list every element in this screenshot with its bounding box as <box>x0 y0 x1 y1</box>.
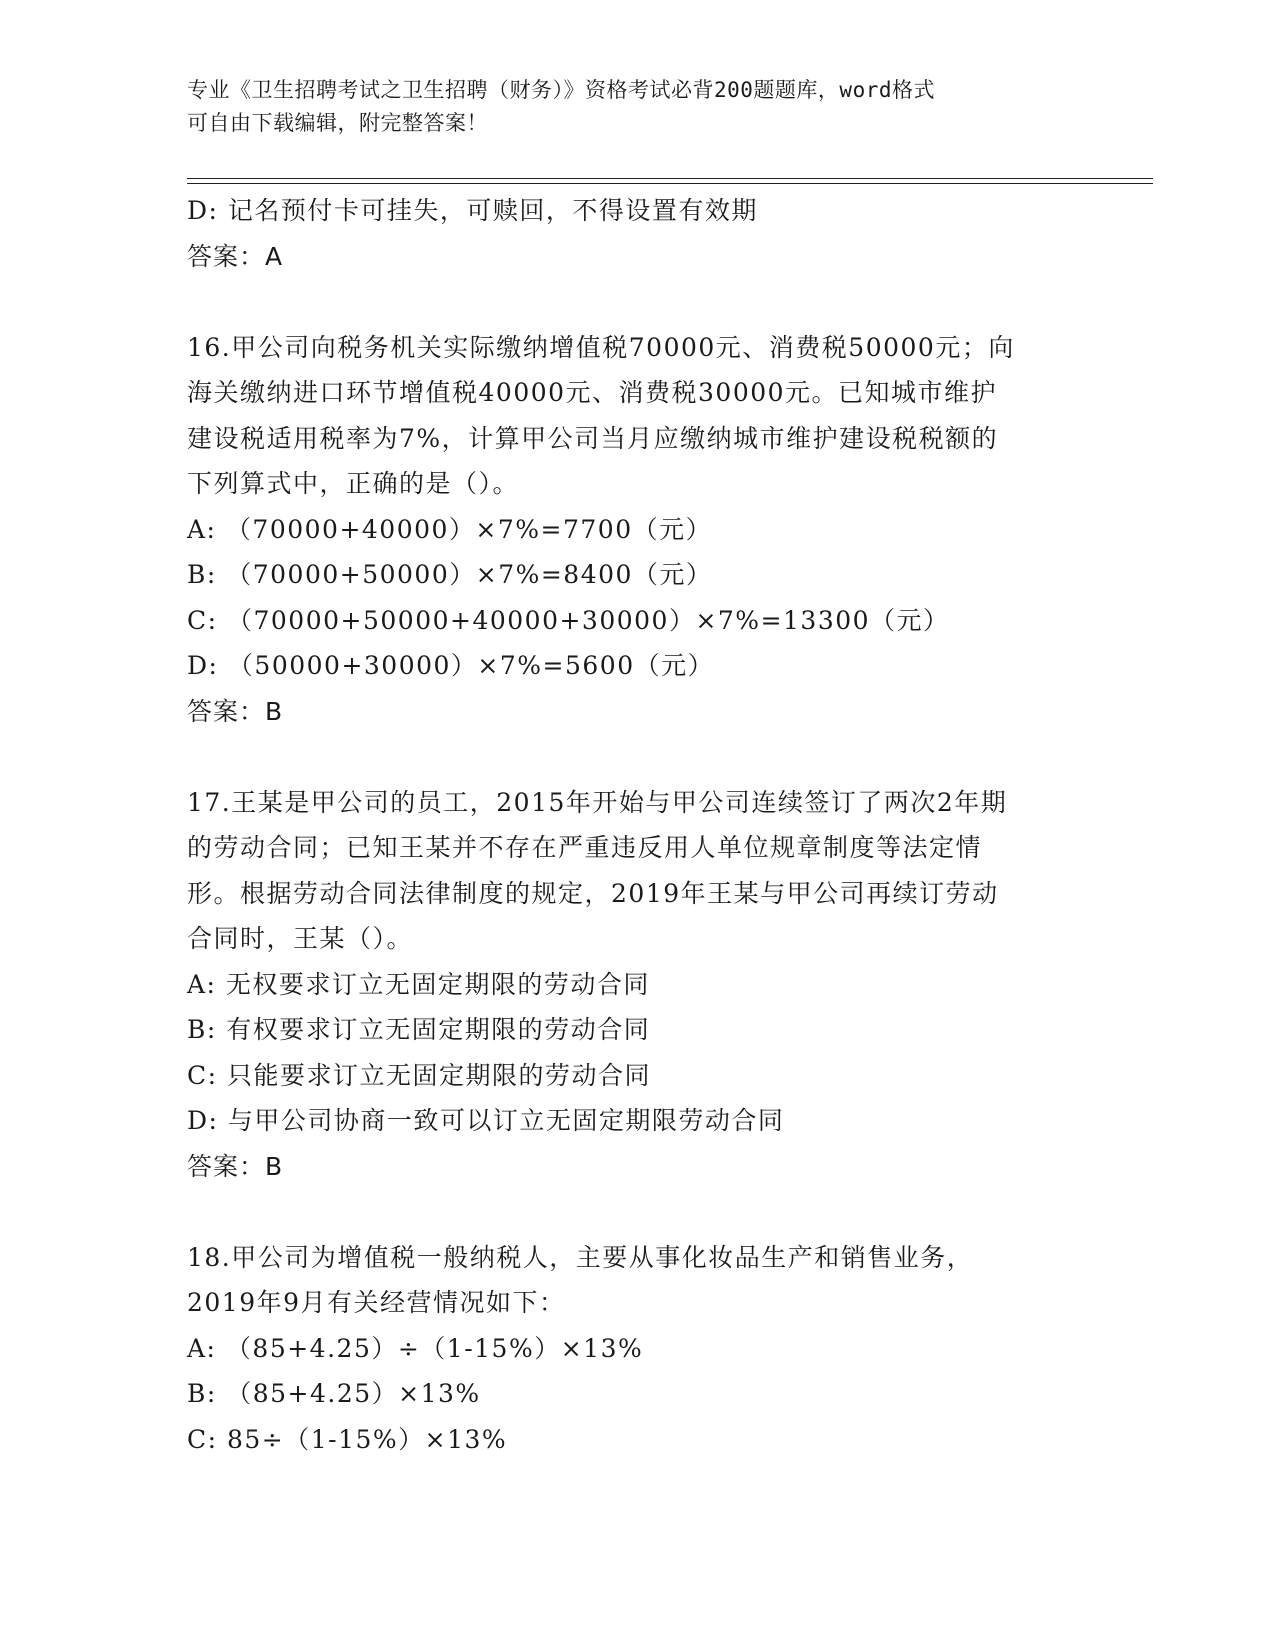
question-18 <box>187 1235 1107 1463</box>
answer-line: 答案：A <box>187 241 284 271</box>
question-stem-line: 18.甲公司为增值税一般纳税人，主要从事化妆品生产和销售业务， <box>187 1242 974 1272</box>
option-b: B: 有权要求订立无固定期限的劳动合同 <box>187 1015 651 1044</box>
question-stem-line: 2019年9月有关经营情况如下： <box>187 1288 566 1317</box>
option-a: A: （70000+40000）×7%=7700（元） <box>187 514 713 544</box>
option-d: D: 记名预付卡可挂失，可赎回，不得设置有效期 <box>187 196 758 225</box>
option-a: A: （85+4.25）÷（1-15%）×13% <box>187 1333 644 1363</box>
question-16 <box>187 325 1107 735</box>
question-stem-line: 的劳动合同；已知王某并不存在严重违反用人单位规章制度等法定情 <box>187 833 983 862</box>
question-content <box>187 188 1107 1462</box>
answer-line: 答案：B <box>187 1151 284 1181</box>
question-stem-line: 下列算式中，正确的是（）。 <box>187 469 520 498</box>
option-b: B: （85+4.25）×13% <box>187 1379 481 1408</box>
answer-line: 答案：B <box>187 696 284 726</box>
option-c: C: （70000+50000+40000+30000）×7%=13300（元） <box>187 605 950 635</box>
question-stem-line: 形。根据劳动合同法律制度的规定，2019年王某与甲公司再续订劳动 <box>187 878 999 908</box>
option-c: C: 只能要求订立无固定期限的劳动合同 <box>187 1060 651 1090</box>
question-stem-line: 建设税适用税率为7%，计算甲公司当月应缴纳城市维护建设税税额的 <box>187 423 999 453</box>
spacer <box>187 279 1107 325</box>
question-stem-line: 海关缴纳进口环节增值税40000元、消费税30000元。已知城市维护 <box>187 378 998 407</box>
option-d: D: （50000+30000）×7%=5600（元） <box>187 651 715 680</box>
question-stem-line: 17.王某是甲公司的员工，2015年开始与甲公司连续签订了两次2年期 <box>187 787 1008 817</box>
question-15 <box>187 188 1107 279</box>
spacer <box>187 734 1107 780</box>
question-stem-line: 合同时，王某（）。 <box>187 924 414 953</box>
question-stem-line: 16.甲公司向税务机关实际缴纳增值税70000元、消费税50000元；向 <box>187 332 1015 362</box>
option-d: D: 与甲公司协商一致可以订立无固定期限劳动合同 <box>187 1106 785 1135</box>
option-c: C: 85÷（1-15%）×13% <box>187 1424 508 1454</box>
option-a: A: 无权要求订立无固定期限的劳动合同 <box>187 969 650 999</box>
header-title-line: 专业《卫生招聘考试之卫生招聘（财务）》资格考试必背200题题库，word格式 <box>187 78 935 102</box>
header-divider-top <box>187 178 1153 179</box>
question-17 <box>187 780 1107 1190</box>
header-divider-bottom <box>187 183 1153 184</box>
header-subtitle-line: 可自由下载编辑，附完整答案！ <box>187 111 488 135</box>
document-header <box>187 74 1087 140</box>
spacer <box>187 1189 1107 1235</box>
option-b: B: （70000+50000）×7%=8400（元） <box>187 560 713 589</box>
